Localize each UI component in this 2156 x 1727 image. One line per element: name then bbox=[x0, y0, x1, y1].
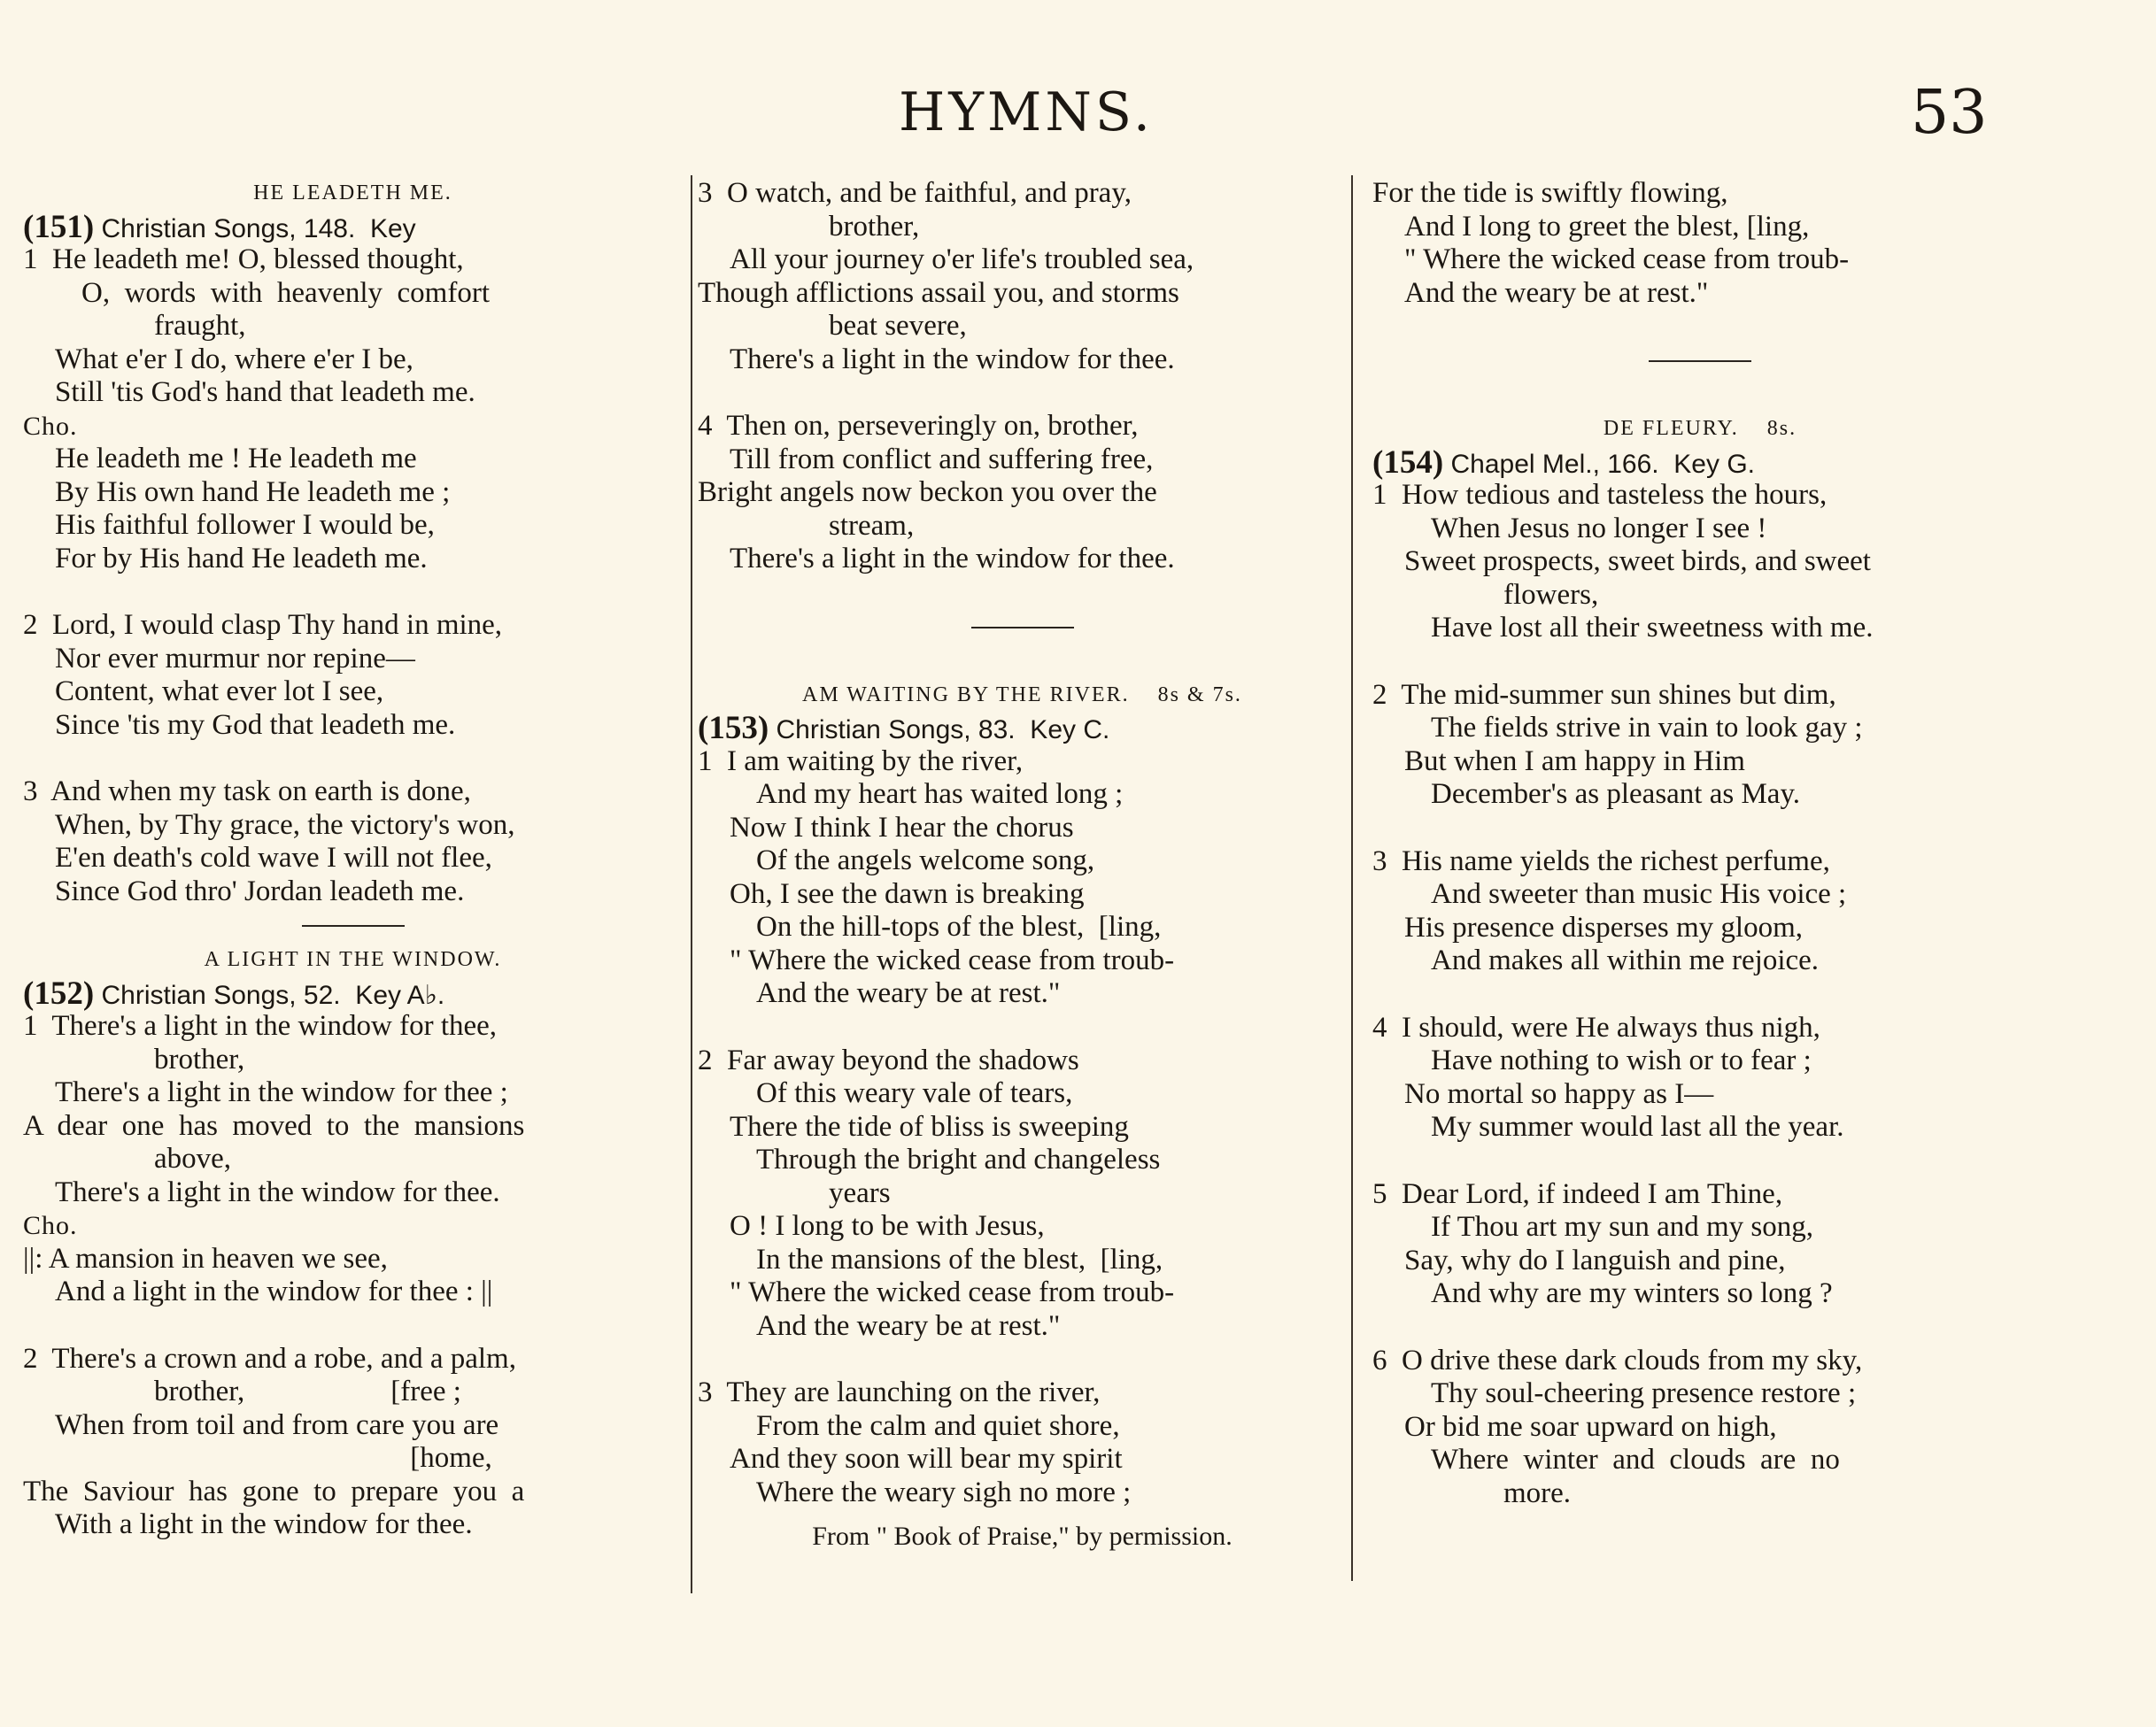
hymn-divider bbox=[1372, 343, 2028, 379]
hymn-line: O, words with heavenly comfort bbox=[81, 276, 490, 309]
hymn-line: And why are my winters so long ? bbox=[1431, 1277, 1833, 1309]
hymn-line: 1 I am waiting by the river, bbox=[698, 744, 1024, 777]
hymn-line: December's as pleasant as May. bbox=[1431, 778, 1801, 810]
hymn-number: (152) bbox=[23, 975, 95, 1012]
hymn-line: And makes all within me rejoice. bbox=[1431, 944, 1820, 976]
hymn-line: But when I am happy in Him bbox=[1404, 744, 1745, 777]
hymn-line: Still 'tis God's hand that leadeth me. bbox=[55, 376, 475, 408]
hymn-line: The fields strive in vain to look gay ; bbox=[1431, 712, 1863, 744]
hymn-line: And sweeter than music His voice ; bbox=[1431, 878, 1847, 910]
hymn-line: 2 Lord, I would clasp Thy hand in mine, bbox=[23, 609, 503, 641]
hymn-line: Since God thro' Jordan leadeth me. bbox=[55, 875, 465, 907]
tune-source: Christian Songs, 52. Key A♭. bbox=[94, 980, 445, 1010]
hymn-line: 3 O watch, and be faithful, and pray, bbox=[698, 177, 1132, 209]
hymn-line: A dear one has moved to the mansions bbox=[23, 1109, 525, 1142]
hymn-line: Now I think I hear the chorus bbox=[730, 811, 1074, 844]
stanza-gap bbox=[698, 576, 1347, 610]
hymn-line: And the weary be at rest." bbox=[756, 1309, 1061, 1342]
divider-rule bbox=[1649, 360, 1751, 362]
divider-rule bbox=[971, 627, 1074, 628]
hymn-line: No mortal so happy as I— bbox=[1404, 1077, 1714, 1110]
stanza-gap bbox=[1372, 978, 2028, 1012]
hymn-line: E'en death's cold wave I will not flee, bbox=[55, 842, 492, 874]
hymn-line: When, by Thy grace, the victory's won, bbox=[55, 808, 515, 841]
hymn-line: 4 I should, were He always thus nigh, bbox=[1372, 1011, 1820, 1044]
hymn-line: years bbox=[829, 1176, 891, 1209]
hymn-line: There's a light in the window for thee. bbox=[730, 543, 1175, 574]
hymn-line: 3 His name yields the richest perfume, bbox=[1372, 844, 1830, 877]
hymn-line: [home, bbox=[23, 1442, 492, 1474]
hymn-line: 3 They are launching on the river, bbox=[698, 1376, 1101, 1408]
stanza-gap bbox=[23, 1309, 683, 1343]
hymn-line: In the mansions of the blest, [ling, bbox=[756, 1243, 1163, 1276]
hymn-line: The Saviour has gone to prepare you a bbox=[23, 1475, 525, 1507]
hymn-line: Through the bright and changeless bbox=[756, 1144, 1161, 1176]
stanza-gap bbox=[1372, 1311, 2028, 1345]
stanza-gap bbox=[23, 742, 683, 775]
hymn-line: Sweet prospects, sweet birds, and sweet bbox=[1404, 545, 1871, 577]
column-right bbox=[1372, 177, 2028, 1629]
hymn-line: Thy soul-cheering presence restore ; bbox=[1431, 1377, 1857, 1409]
permission-note: From " Book of Praise," by permission. bbox=[812, 1522, 1233, 1551]
hymn-line: With a light in the window for thee. bbox=[55, 1508, 473, 1540]
hymn-line: He leadeth me ! He leadeth me bbox=[55, 443, 417, 474]
hymn-line: And the weary be at rest." bbox=[756, 977, 1061, 1009]
hymn-line: 6 O drive these dark clouds from my sky, bbox=[1372, 1344, 1863, 1376]
divider-rule bbox=[302, 925, 405, 927]
hymn-line: Content, what ever lot I see, bbox=[55, 675, 384, 707]
hymn-line: fraught, bbox=[154, 310, 246, 342]
hymn-line: " Where the wicked cease from troub- bbox=[730, 1276, 1175, 1308]
hymn-number: (151) bbox=[23, 208, 95, 245]
hymn-line: All your journey o'er life's troubled sea, bbox=[730, 243, 1194, 275]
hymn-line: When Jesus no longer I see ! bbox=[1431, 512, 1767, 544]
hymn-heading bbox=[23, 977, 683, 1011]
hymn-line: There's a light in the window for thee. bbox=[55, 1176, 500, 1208]
hymn-line: more. bbox=[1503, 1476, 1572, 1509]
hymn-line: If Thou art my sun and my song, bbox=[1431, 1211, 1814, 1243]
hymn-line: O ! I long to be with Jesus, bbox=[730, 1210, 1045, 1242]
stanza-gap bbox=[1372, 645, 2028, 679]
hymn-heading bbox=[1372, 443, 2028, 481]
hymn-line: 5 Dear Lord, if indeed I am Thine, bbox=[1372, 1177, 1783, 1210]
hymn-line: 4 Then on, perseveringly on, brother, bbox=[698, 410, 1139, 442]
hymn-line: Till from conflict and suffering free, bbox=[730, 443, 1154, 475]
hymn-title: A LIGHT IN THE WINDOW. bbox=[204, 948, 502, 971]
stanza-gap bbox=[698, 1011, 1347, 1045]
hymn-line: beat severe, bbox=[829, 310, 967, 342]
hymn-line: Where the weary sigh no more ; bbox=[756, 1476, 1132, 1508]
hymn-line: By His own hand He leadeth me ; bbox=[55, 475, 451, 508]
hymn-line: 1 There's a light in the window for thee, bbox=[23, 1010, 498, 1042]
hymn-line: stream, bbox=[829, 509, 915, 542]
hymn-line: Where winter and clouds are no bbox=[1431, 1444, 1840, 1476]
stanza-gap bbox=[1372, 812, 2028, 845]
hymn-line: Since 'tis my God that leadeth me. bbox=[55, 708, 456, 741]
hymn-title: AM WAITING BY THE RIVER. 8s & 7s. bbox=[802, 682, 1242, 706]
column-middle bbox=[698, 177, 1347, 1629]
hymn-line: above, bbox=[154, 1143, 232, 1175]
hymn-title: DE FLEURY. 8s. bbox=[1603, 417, 1797, 440]
hymn-line: 2 The mid-summer sun shines but dim, bbox=[1372, 678, 1836, 711]
hymn-title: HE LEADETH ME. bbox=[253, 181, 452, 204]
hymn-number: (153) bbox=[698, 710, 769, 746]
hymn-line: Have lost all their sweetness with me. bbox=[1431, 612, 1874, 644]
hymn-number: (154) bbox=[1372, 443, 1444, 481]
hymn-line: For by His hand He leadeth me. bbox=[55, 542, 428, 574]
chorus-label: Cho. bbox=[23, 411, 78, 441]
stanza-gap bbox=[1372, 310, 2028, 343]
hymn-line: Of the angels welcome song, bbox=[756, 844, 1095, 876]
hymn-line: " Where the wicked cease from troub- bbox=[730, 944, 1175, 976]
hymn-line: 1 How tedious and tasteless the hours, bbox=[1372, 479, 1828, 511]
hymn-line: And my heart has waited long ; bbox=[756, 778, 1124, 810]
hymn-line: Nor ever murmur nor repine— bbox=[55, 642, 415, 675]
stanza-gap bbox=[1372, 379, 2028, 412]
page-number: 53 bbox=[1911, 78, 1988, 148]
hymn-line: There the tide of bliss is sweeping bbox=[730, 1110, 1129, 1143]
hymn-line: brother, bbox=[829, 210, 920, 243]
hymn-line: brother, [free ; bbox=[154, 1376, 461, 1407]
column-rule-left bbox=[691, 175, 692, 1593]
tune-source: Christian Songs, 83. Key C. bbox=[769, 715, 1110, 744]
column-left bbox=[23, 177, 683, 1629]
hymn-divider bbox=[698, 610, 1347, 645]
hymn-line: And a light in the window for thee : || bbox=[55, 1276, 493, 1307]
hymn-line: And the weary be at rest." bbox=[1404, 276, 1709, 309]
hymn-line: Say, why do I languish and pine, bbox=[1404, 1244, 1786, 1276]
stanza-gap bbox=[698, 1343, 1347, 1376]
hymn-line: My summer would last all the year. bbox=[1431, 1111, 1844, 1143]
hymn-line: His faithful follower I would be, bbox=[55, 509, 435, 541]
hymn-line: On the hill-tops of the blest, [ling, bbox=[756, 911, 1162, 943]
hymn-line: Or bid me soar upward on high, bbox=[1404, 1410, 1777, 1443]
stanza-gap bbox=[698, 376, 1347, 410]
stanza-gap bbox=[1372, 1145, 2028, 1178]
hymn-line: brother, bbox=[154, 1043, 245, 1076]
hymn-line: 2 There's a crown and a robe, and a palm, bbox=[23, 1342, 516, 1375]
column-rule-right bbox=[1351, 175, 1353, 1581]
hymn-line: Have nothing to wish or to fear ; bbox=[1431, 1045, 1812, 1076]
stanza-gap bbox=[698, 645, 1347, 679]
hymn-line: For the tide is swiftly flowing, bbox=[1372, 177, 1728, 209]
hymn-line: And they soon will bear my spirit bbox=[730, 1443, 1123, 1475]
tune-source: Chapel Mel., 166. Key G. bbox=[1443, 449, 1755, 479]
running-title: HYMNS. bbox=[899, 81, 1154, 143]
hymn-line: 1 He leadeth me! O, blessed thought, bbox=[23, 243, 464, 275]
tune-source: Christian Songs, 148. Key bbox=[94, 213, 416, 243]
hymn-heading bbox=[698, 712, 1347, 745]
hymn-line: There's a light in the window for thee. bbox=[730, 343, 1175, 375]
hymn-heading bbox=[23, 208, 683, 245]
hymn-line: What e'er I do, where e'er I be, bbox=[55, 343, 413, 375]
hymn-line: 2 Far away beyond the shadows bbox=[698, 1044, 1079, 1076]
hymn-line: From the calm and quiet shore, bbox=[756, 1409, 1120, 1442]
hymn-line: His presence disperses my gloom, bbox=[1404, 911, 1803, 944]
hymn-line: When from toil and from care you are bbox=[55, 1408, 499, 1441]
hymn-line: Oh, I see the dawn is breaking bbox=[730, 877, 1085, 910]
hymn-line: ||: A mansion in heaven we see, bbox=[23, 1242, 388, 1275]
hymn-divider bbox=[23, 908, 683, 944]
hymn-line: There's a light in the window for thee ; bbox=[55, 1076, 508, 1108]
hymn-line: 3 And when my task on earth is done, bbox=[23, 775, 471, 807]
hymn-line: " Where the wicked cease from troub- bbox=[1404, 243, 1850, 275]
stanza-gap bbox=[23, 575, 683, 609]
hymn-line: And I long to greet the blest, [ling, bbox=[1404, 210, 1810, 243]
hymn-line: Of this weary vale of tears, bbox=[756, 1077, 1073, 1109]
chorus-label: Cho. bbox=[23, 1211, 78, 1240]
hymn-line: flowers, bbox=[1503, 578, 1599, 611]
hymn-line: Though afflictions assail you, and storms bbox=[698, 276, 1179, 309]
hymn-line: Bright angels now beckon you over the bbox=[698, 476, 1157, 508]
